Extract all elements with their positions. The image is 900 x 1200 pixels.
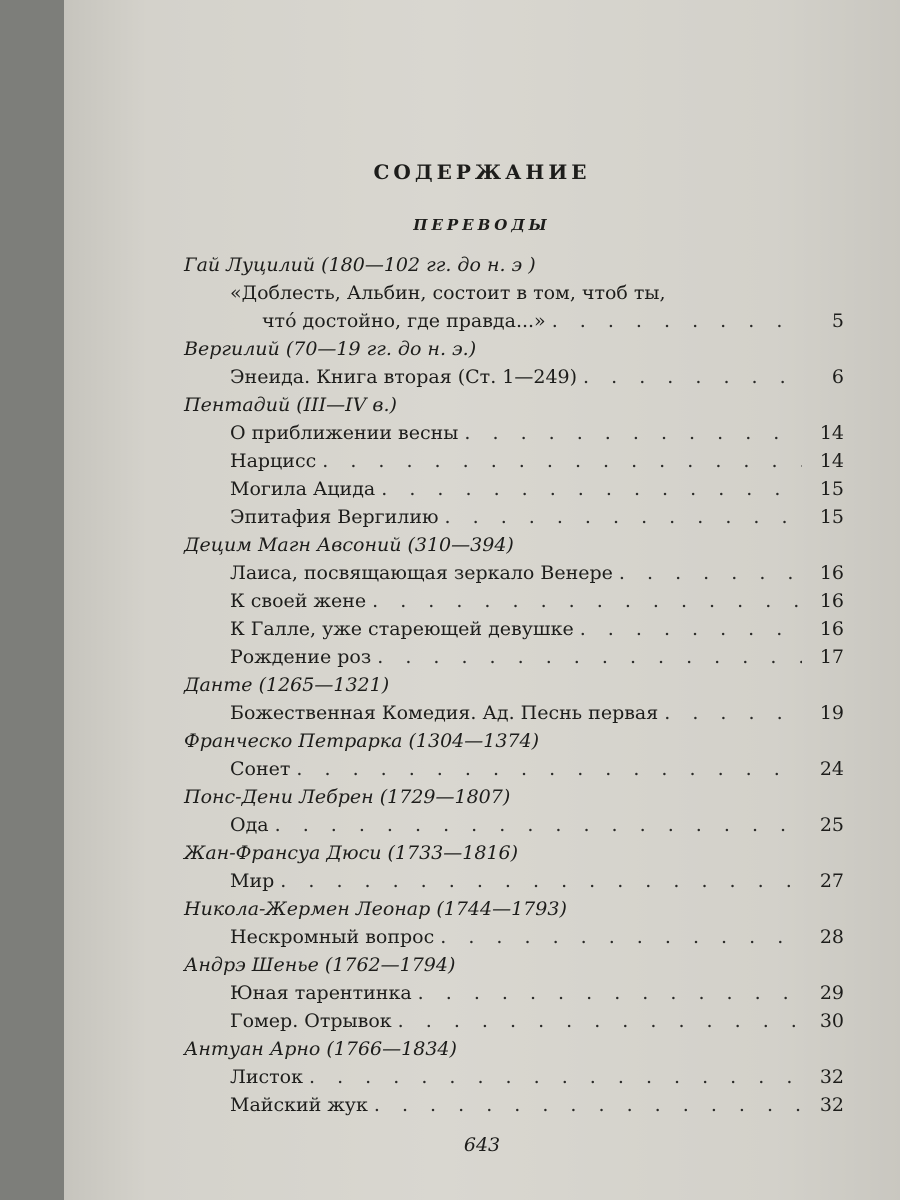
dot-leader <box>445 503 802 531</box>
toc-entry-page: 14 <box>819 422 844 444</box>
toc-entry <box>184 363 844 391</box>
dot-leader <box>464 419 802 447</box>
toc-entry-title: Лаиса, посвящающая зеркало Венере <box>230 562 613 584</box>
toc-entry <box>184 615 844 643</box>
section-heading: ПЕРЕВОДЫ <box>413 216 551 234</box>
toc-entry <box>184 419 844 447</box>
dot-leader <box>619 559 802 587</box>
toc-entry <box>184 587 844 615</box>
dot-leader <box>418 979 802 1007</box>
dot-leader <box>309 1063 802 1091</box>
toc-entry-title: О приближении весны <box>230 422 459 444</box>
toc-entry-page: 30 <box>819 1010 844 1032</box>
toc-entry-page: 5 <box>831 310 844 332</box>
page-number: 643 <box>463 1134 501 1156</box>
toc-entry-title: Мир <box>230 870 275 892</box>
toc-entry-title: Эпитафия Вергилию <box>230 506 439 528</box>
toc-entry-page: 24 <box>819 758 844 780</box>
dot-leader <box>580 615 802 643</box>
dot-leader <box>381 475 802 503</box>
book-page <box>64 0 900 1200</box>
contents-heading: СОДЕРЖАНИЕ <box>373 160 591 184</box>
toc-entry-page: 27 <box>819 870 844 892</box>
toc-entry <box>184 643 844 671</box>
toc-entry <box>184 559 844 587</box>
toc-entry <box>184 811 844 839</box>
toc-entry-title: К Галле, уже стареющей девушке <box>230 618 574 640</box>
toc-entry-page: 32 <box>819 1066 844 1088</box>
toc-author: Никола-Жермен Леонар (1744—1793) <box>184 898 567 920</box>
toc-entry-page: 25 <box>819 814 844 836</box>
toc-author: Пентадий (III—IV в.) <box>184 394 397 416</box>
toc-entry-page: 29 <box>819 982 844 1004</box>
dot-leader <box>552 307 802 335</box>
toc-entry-page: 16 <box>819 590 844 612</box>
toc-entry <box>184 475 844 503</box>
toc-entry <box>184 279 844 335</box>
toc-entry-title: Могила Ацида <box>230 478 376 500</box>
toc-entry-page: 6 <box>831 366 844 388</box>
toc-author: Данте (1265—1321) <box>184 674 390 696</box>
dot-leader <box>275 811 802 839</box>
toc-entry <box>184 923 844 951</box>
dot-leader <box>398 1007 802 1035</box>
toc-entry-title: Юная тарентинка <box>230 982 412 1004</box>
dot-leader <box>374 1091 802 1119</box>
toc-entry-title: Нескромный вопрос <box>230 926 435 948</box>
toc-entry-title: Рождение роз <box>230 646 372 668</box>
toc-entry <box>184 1091 844 1119</box>
toc-entry-title: Сонет <box>230 758 291 780</box>
toc-entry <box>184 503 844 531</box>
toc-entry-title-line1: «Доблесть, Альбин, состоит в том, чтоб ты, <box>230 282 666 304</box>
toc-entry <box>184 1063 844 1091</box>
toc-entry-page: 17 <box>819 646 844 668</box>
toc-entry-title: К своей жене <box>230 590 367 612</box>
toc-entry-title: Гомер. Отрывок <box>230 1010 392 1032</box>
toc-author: Франческо Петрарка (1304—1374) <box>184 730 540 752</box>
toc-author: Вергилий (70—19 гг. до н. э.) <box>184 338 477 360</box>
dot-leader <box>372 587 802 615</box>
dot-leader <box>440 923 802 951</box>
toc-author: Жан-Франсуа Дюси (1733—1816) <box>184 842 519 864</box>
dot-leader <box>280 867 802 895</box>
toc-author: Антуан Арно (1766—1834) <box>184 1038 457 1060</box>
toc-entry-title: Энеида. Книга вторая (Ст. 1—249) <box>230 366 578 388</box>
toc-entry-title: Листок <box>230 1066 303 1088</box>
dot-leader <box>377 643 802 671</box>
toc-author: Понс-Дени Лебрен (1729—1807) <box>184 786 511 808</box>
dot-leader <box>583 363 802 391</box>
toc-entry-title: Божественная Комедия. Ад. Песнь первая <box>230 702 659 724</box>
toc-entry-page: 15 <box>819 506 844 528</box>
toc-entry-page: 28 <box>819 926 844 948</box>
dot-leader <box>296 755 802 783</box>
toc-entry-page: 16 <box>819 562 844 584</box>
toc-entry-page: 19 <box>819 702 844 724</box>
toc-entry-title: Нарцисс <box>230 450 317 472</box>
toc-author: Андрэ Шенье (1762—1794) <box>184 954 456 976</box>
toc-entry-title: что́ достойно, где правда...» <box>262 310 546 332</box>
toc-entry <box>184 979 844 1007</box>
toc-author: Гай Луцилий (180—102 гг. до н. э ) <box>184 254 536 276</box>
toc-entry-page: 32 <box>819 1094 844 1116</box>
toc-entry-page: 14 <box>819 450 844 472</box>
toc-entry-title: Майский жук <box>230 1094 368 1116</box>
toc-entry <box>184 867 844 895</box>
toc-entry-title: Ода <box>230 814 269 836</box>
toc-entry-page: 16 <box>819 618 844 640</box>
dot-leader <box>664 699 802 727</box>
toc-author: Децим Магн Авсоний (310—394) <box>184 534 514 556</box>
toc-entry <box>184 699 844 727</box>
dot-leader <box>322 447 802 475</box>
toc-entry-page: 15 <box>819 478 844 500</box>
toc-entry <box>184 755 844 783</box>
toc-entry <box>184 1007 844 1035</box>
toc-entry <box>184 447 844 475</box>
table-of-contents <box>184 251 844 1119</box>
